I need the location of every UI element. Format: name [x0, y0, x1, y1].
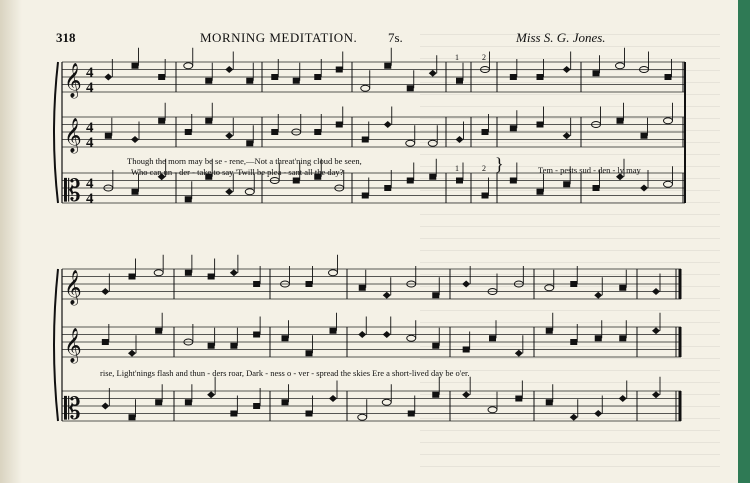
note-head-open: [406, 140, 415, 146]
note-head: [546, 399, 553, 405]
note-head-open: [488, 407, 497, 413]
treble-clef-icon: 𝄞: [64, 63, 82, 98]
c-clef-icon: 𝄡: [64, 392, 81, 427]
note-head: [102, 339, 109, 345]
note-head: [384, 185, 391, 191]
note-head: [132, 189, 139, 195]
note-head: [306, 281, 313, 287]
volta-1: 1: [455, 164, 459, 173]
note-head: [306, 411, 313, 417]
note-head-diamond: [563, 132, 571, 139]
note-head-diamond: [207, 391, 215, 398]
time-signature-bottom: 4: [86, 135, 94, 151]
note-head: [407, 178, 414, 184]
note-head: [208, 343, 215, 349]
lyric-brace: }: [495, 154, 504, 174]
note-head: [246, 78, 253, 84]
time-signature-top: 4: [86, 176, 94, 192]
note-head: [570, 339, 577, 345]
note-head-diamond: [456, 136, 464, 143]
note-head: [408, 411, 415, 417]
note-head-diamond: [225, 188, 233, 195]
note-head: [282, 335, 289, 341]
note-head: [336, 122, 343, 128]
note-head: [482, 129, 489, 135]
note-head: [330, 328, 337, 334]
note-head: [432, 392, 439, 398]
note-head-diamond: [515, 350, 523, 357]
volta-2: 2: [482, 164, 486, 173]
note-head: [537, 189, 544, 195]
system-brace: [54, 62, 58, 203]
note-head: [314, 129, 321, 135]
note-head: [665, 74, 672, 80]
note-head: [595, 335, 602, 341]
note-head-diamond: [101, 403, 109, 410]
note-head-diamond: [652, 391, 660, 398]
note-head-open: [154, 270, 163, 276]
note-head: [641, 133, 648, 139]
note-head: [246, 140, 253, 146]
note-head: [429, 174, 436, 180]
note-head-diamond: [652, 327, 660, 334]
note-head: [293, 78, 300, 84]
lyric-line-3: rise, Light'nings flash and thun - ders roar, Dark - ness o - ver - spread the skies Ere a short-lived day be o'er.: [100, 368, 470, 378]
note-head-diamond: [131, 136, 139, 143]
note-head-open: [361, 85, 370, 91]
note-head: [563, 181, 570, 187]
note-head: [208, 274, 215, 280]
note-head: [482, 193, 489, 199]
note-head-diamond: [329, 395, 337, 402]
note-head: [463, 347, 470, 353]
note-head: [510, 178, 517, 184]
note-head: [205, 118, 212, 124]
hymn-title: MORNING MEDITATION.: [200, 30, 358, 45]
system-brace: [54, 269, 58, 421]
note-head: [617, 118, 624, 124]
note-head-diamond: [640, 185, 648, 192]
note-head-open: [664, 118, 673, 124]
note-head: [105, 133, 112, 139]
c-clef-icon: 𝄡: [64, 174, 81, 209]
note-head-diamond: [383, 331, 391, 338]
note-head: [593, 70, 600, 76]
note-head-diamond: [429, 70, 437, 77]
note-head: [185, 129, 192, 135]
time-signature-bottom: 4: [86, 191, 94, 207]
note-head: [185, 399, 192, 405]
note-head-open: [428, 140, 437, 146]
note-head: [155, 399, 162, 405]
note-head: [205, 78, 212, 84]
note-head: [407, 85, 414, 91]
note-head: [515, 396, 522, 402]
note-head-diamond: [594, 410, 602, 417]
note-head: [593, 185, 600, 191]
note-head-diamond: [383, 292, 391, 299]
hymn-meter: 7s.: [388, 30, 403, 45]
note-head: [271, 129, 278, 135]
note-head-diamond: [128, 350, 136, 357]
note-head-diamond: [462, 281, 470, 288]
note-head-diamond: [563, 66, 571, 73]
note-head: [537, 122, 544, 128]
lyric-line-refrain: Tem - pests sud - den - ly may: [538, 165, 641, 175]
note-head-diamond: [384, 121, 392, 128]
note-head: [253, 403, 260, 409]
time-signature-bottom: 4: [86, 80, 94, 96]
note-head: [456, 78, 463, 84]
note-head-open: [184, 63, 193, 69]
note-head: [432, 343, 439, 349]
note-head: [570, 281, 577, 287]
note-head: [158, 118, 165, 124]
note-head-diamond: [462, 391, 470, 398]
note-head: [432, 292, 439, 298]
note-head: [282, 399, 289, 405]
note-head: [306, 350, 313, 356]
note-head: [619, 285, 626, 291]
note-head: [510, 74, 517, 80]
note-head: [132, 63, 139, 69]
note-head-open: [664, 181, 673, 187]
note-head-diamond: [101, 288, 109, 295]
note-head: [359, 285, 366, 291]
note-head-diamond: [619, 395, 627, 402]
note-head-open: [545, 285, 554, 291]
note-head: [185, 270, 192, 276]
note-head-diamond: [358, 331, 366, 338]
note-head-diamond: [570, 414, 578, 421]
note-head: [546, 328, 553, 334]
note-head: [537, 74, 544, 80]
note-head-diamond: [594, 292, 602, 299]
treble-clef-icon: 𝄞: [64, 328, 82, 363]
note-head: [362, 137, 369, 143]
hymn-composer: Miss S. G. Jones.: [516, 30, 606, 45]
note-head: [510, 125, 517, 131]
note-head: [293, 178, 300, 184]
volta-2: 2: [482, 53, 486, 62]
note-head-open: [245, 189, 254, 195]
note-head-diamond: [225, 66, 233, 73]
page-number: 318: [56, 30, 76, 45]
note-head: [456, 178, 463, 184]
note-head: [230, 411, 237, 417]
note-head: [271, 74, 278, 80]
note-head: [336, 67, 343, 73]
lyric-line-2: Who can un - der - take to say 'Twill be plea - sant all the day?: [131, 167, 344, 177]
note-head-diamond: [230, 269, 238, 276]
note-head-open: [407, 335, 416, 341]
lyric-line-1: Though the morn may be se - rene,—Not a threat'ning cloud be seen,: [127, 156, 362, 166]
note-head: [230, 343, 237, 349]
note-head: [314, 74, 321, 80]
note-head: [384, 63, 391, 69]
note-head-open: [382, 399, 391, 405]
note-head: [129, 274, 136, 280]
note-head: [253, 281, 260, 287]
note-head: [362, 193, 369, 199]
note-head: [185, 196, 192, 202]
note-head: [619, 335, 626, 341]
note-head-diamond: [652, 288, 660, 295]
note-head: [158, 74, 165, 80]
treble-clef-icon: 𝄞: [64, 118, 82, 153]
treble-clef-icon: 𝄞: [64, 270, 82, 305]
volta-1: 1: [455, 53, 459, 62]
note-head: [155, 328, 162, 334]
note-head: [129, 414, 136, 420]
note-head-open: [329, 270, 338, 276]
note-head: [253, 332, 260, 338]
note-head-diamond: [225, 132, 233, 139]
time-signature-top: 4: [86, 65, 94, 81]
note-head-open: [358, 414, 367, 420]
note-head-diamond: [104, 74, 112, 81]
note-head-open: [616, 63, 625, 69]
time-signature-top: 4: [86, 120, 94, 136]
note-head: [489, 335, 496, 341]
book-cover-edge: [738, 0, 750, 483]
